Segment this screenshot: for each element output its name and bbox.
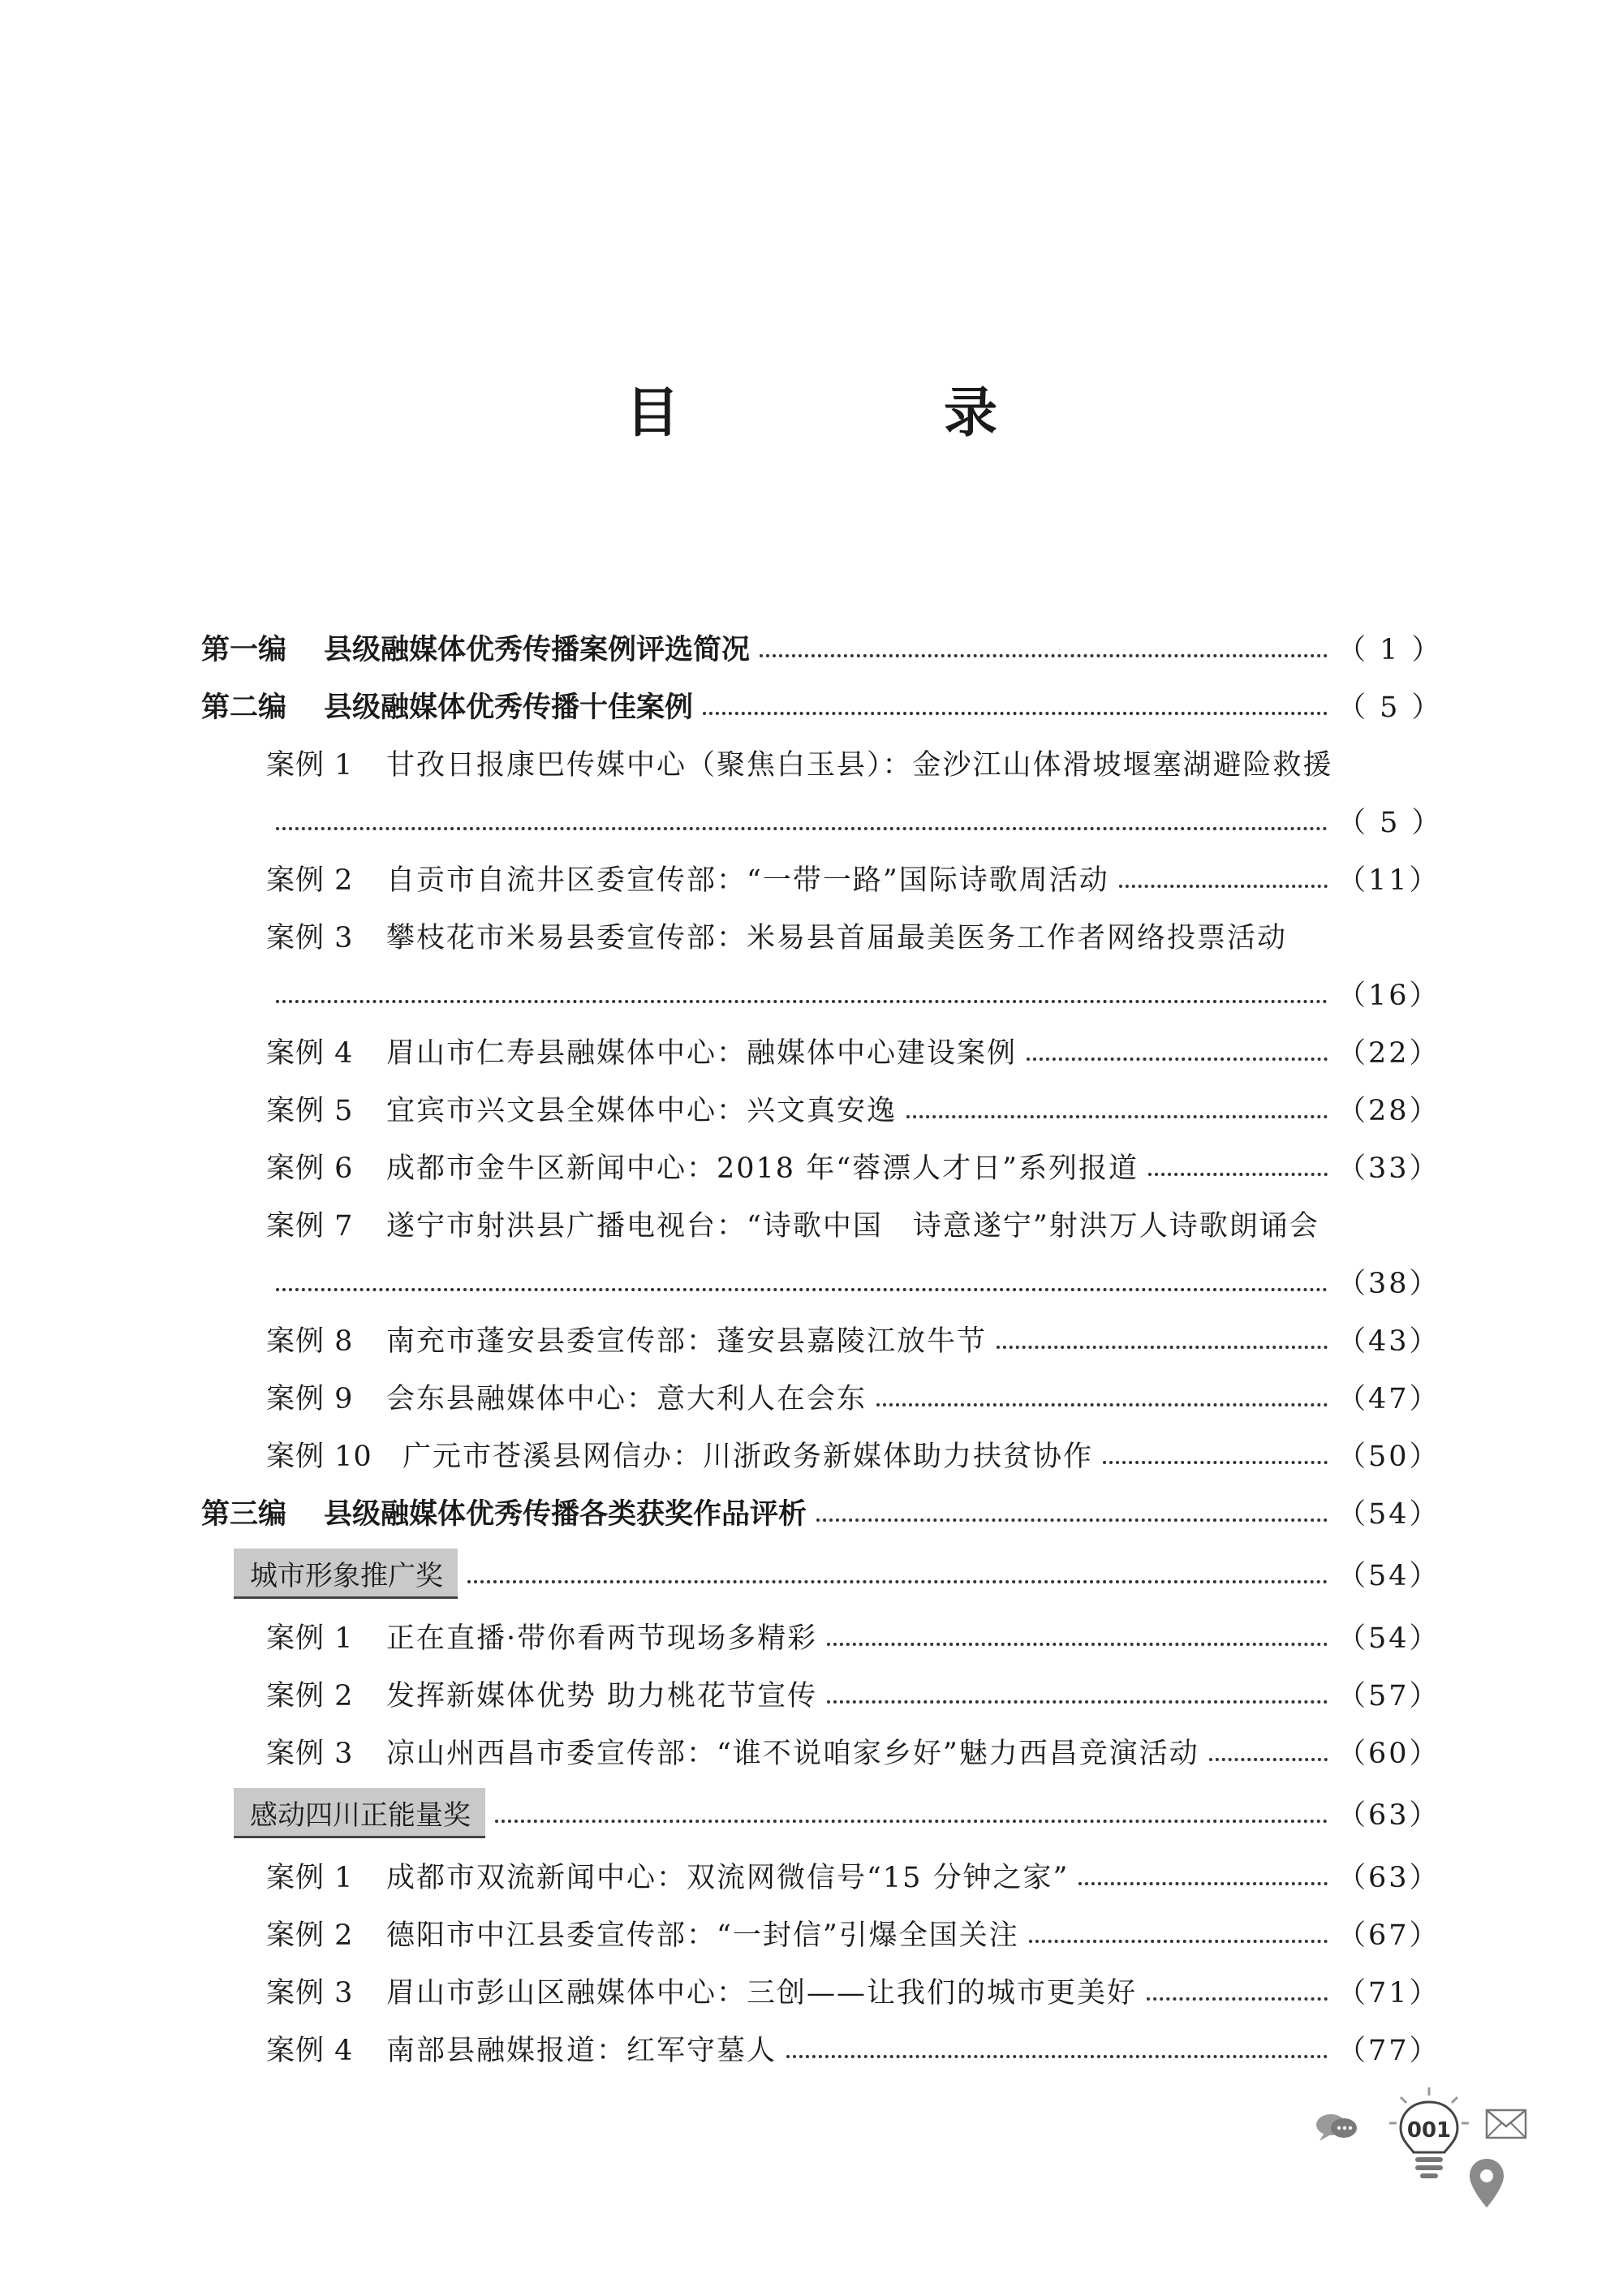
toc-case-entry [201,734,1422,791]
toc-case-entry [201,1310,1440,1368]
page-ref: （38） [1337,1267,1440,1300]
dot-leader [703,712,1328,715]
case-title: 宜宾市兴文县全媒体中心：兴文真安逸 [386,1094,898,1127]
case-title: 攀枝花市米易县委宣传部：米易县首届最美医务工作者网络投票活动 [386,921,1288,954]
case-title: 成都市双流新闻中心：双流网微信号“15 分钟之家” [386,1861,1070,1894]
dot-leader [760,654,1328,657]
page-ref: （33） [1337,1152,1440,1185]
toc-continuation-line [201,791,1443,849]
page-ref: （63） [1337,1799,1440,1832]
page-ref: （ 5 ） [1337,691,1443,724]
toc-part-entry [201,676,1443,734]
dot-leader [1027,1058,1328,1061]
toc-case-entry [201,1195,1422,1252]
toc-case-entry [201,907,1422,964]
dot-leader [276,1000,1328,1003]
dot-leader [906,1115,1328,1118]
page-ref: （71） [1337,1976,1440,2010]
case-title: 成都市金牛区新闻中心：2018 年“蓉漂人才日”系列报道 [386,1152,1139,1185]
dot-leader [1078,1882,1328,1885]
dot-leader [276,827,1328,830]
case-title: 南部县融媒报道：红军守墓人 [386,2034,777,2067]
chat-bubbles-icon [1315,2110,1360,2146]
toc-part-entry [201,1483,1440,1540]
dot-leader [1148,1173,1328,1176]
dot-leader [1147,1997,1328,2001]
toc-case-entry [201,1665,1440,1722]
toc-case-entry [201,1722,1440,1780]
case-number: 案例 9 [266,1382,354,1415]
case-number: 案例 3 [266,1976,354,2010]
dot-leader [495,1820,1328,1823]
location-pin-icon [1467,2157,1506,2209]
page-ref: （ 1 ） [1337,633,1443,666]
case-number: 案例 1 [266,748,354,782]
toc-case-entry [201,849,1440,907]
toc-case-entry [201,1137,1440,1195]
dot-leader [876,1403,1328,1406]
case-number: 案例 1 [266,1861,354,1894]
award-category-label: 感动四川正能量奖 [234,1788,485,1838]
case-title: 发挥新媒体优势 助力桃花节宣传 [386,1679,818,1712]
part-number: 第二编 [201,691,287,724]
case-title: 正在直播·带你看两节现场多精彩 [386,1622,818,1655]
part-number: 第三编 [201,1497,287,1531]
case-number: 案例 4 [266,1036,354,1070]
toc-award-entry [201,1540,1440,1607]
page-number: 001 [1406,2118,1452,2143]
part-number: 第一编 [201,633,287,666]
toc-case-entry [201,1022,1440,1079]
dot-leader [1119,885,1328,888]
part-title: 县级融媒体优秀传播十佳案例 [324,691,694,724]
case-title: 甘孜日报康巴传媒中心（聚焦白玉县）：金沙江山体滑坡堰塞湖避险救援 [386,748,1333,782]
toc-case-entry [201,1368,1440,1425]
case-title: 眉山市彭山区融媒体中心：三创——让我们的城市更美好 [386,1976,1138,2010]
case-title: 德阳市中江县委宣传部：“一封信”引爆全国关注 [386,1919,1019,1952]
case-title: 凉山州西昌市委宣传部：“谁不说咱家乡好”魅力西昌竞演活动 [386,1737,1199,1770]
page-ref: （54） [1337,1622,1440,1655]
part-title: 县级融媒体优秀传播案例评选简况 [324,633,751,666]
page-ref: （47） [1337,1382,1440,1415]
case-title: 南充市蓬安县委宣传部：蓬安县嘉陵江放牛节 [386,1325,988,1358]
page-ref: （11） [1337,864,1440,897]
toc-case-entry [201,1607,1440,1665]
toc-case-entry [201,1904,1440,1962]
award-category-label: 城市形象推广奖 [234,1549,458,1599]
case-title: 遂宁市射洪县广播电视台：“诗歌中国 诗意遂宁”射洪万人诗歌朗诵会 [386,1209,1319,1243]
page-ref: （54） [1337,1560,1440,1592]
case-number: 案例 3 [266,1737,354,1770]
page-ref: （67） [1337,1919,1440,1952]
toc-continuation-line [201,1252,1440,1310]
toc-case-entry [201,1425,1440,1483]
toc-case-entry [201,1962,1440,2019]
case-title: 广元市苍溪县网信办：川浙政务新媒体助力扶贫协作 [403,1440,1094,1473]
part-title: 县级融媒体优秀传播各类获奖作品评析 [324,1497,807,1531]
toc-continuation-line [201,964,1440,1022]
page-ref: （50） [1337,1440,1440,1473]
case-number: 案例 10 [266,1440,372,1473]
case-number: 案例 4 [266,2034,354,2067]
case-number: 案例 3 [266,921,354,954]
case-title: 眉山市仁寿县融媒体中心：融媒体中心建设案例 [386,1036,1018,1070]
toc-award-entry [201,1780,1440,1846]
page-ref: （77） [1337,2034,1440,2067]
page-ref: （22） [1337,1036,1440,1070]
page-ref: （16） [1337,979,1440,1012]
dot-leader [1029,1940,1328,1943]
toc-part-entry [201,618,1443,676]
dot-leader [827,1643,1328,1646]
page-ref: （57） [1337,1679,1440,1712]
case-number: 案例 2 [266,1679,354,1712]
table-of-contents [201,618,1443,2077]
case-number: 案例 7 [266,1209,354,1243]
dot-leader [786,2055,1328,2058]
case-number: 案例 2 [266,1919,354,1952]
case-number: 案例 6 [266,1152,354,1185]
dot-leader [1209,1758,1328,1761]
page-ref: （ 5 ） [1337,806,1443,839]
page-footer [1315,2086,1542,2208]
page-ref: （63） [1337,1861,1440,1894]
toc-case-entry [201,1846,1440,1904]
page-ref: （54） [1337,1497,1440,1531]
toc-case-entry [201,1079,1440,1137]
envelope-icon [1485,2109,1527,2141]
dot-leader [1103,1461,1328,1464]
dot-leader [997,1346,1328,1349]
dot-leader [276,1288,1328,1291]
toc-title: 目 录 [626,381,1103,444]
case-number: 案例 1 [266,1622,354,1655]
dot-leader [827,1700,1328,1704]
page-ref: （28） [1337,1094,1440,1127]
toc-case-entry [201,2019,1440,2077]
case-number: 案例 5 [266,1094,354,1127]
dot-leader [467,1580,1328,1583]
case-number: 案例 8 [266,1325,354,1358]
case-number: 案例 2 [266,864,354,897]
case-title: 自贡市自流井区委宣传部：“一带一路”国际诗歌周活动 [386,864,1109,897]
page-ref: （60） [1337,1737,1440,1770]
dot-leader [816,1518,1328,1522]
case-title: 会东县融媒体中心：意大利人在会东 [386,1382,867,1415]
page-ref: （43） [1337,1325,1440,1358]
